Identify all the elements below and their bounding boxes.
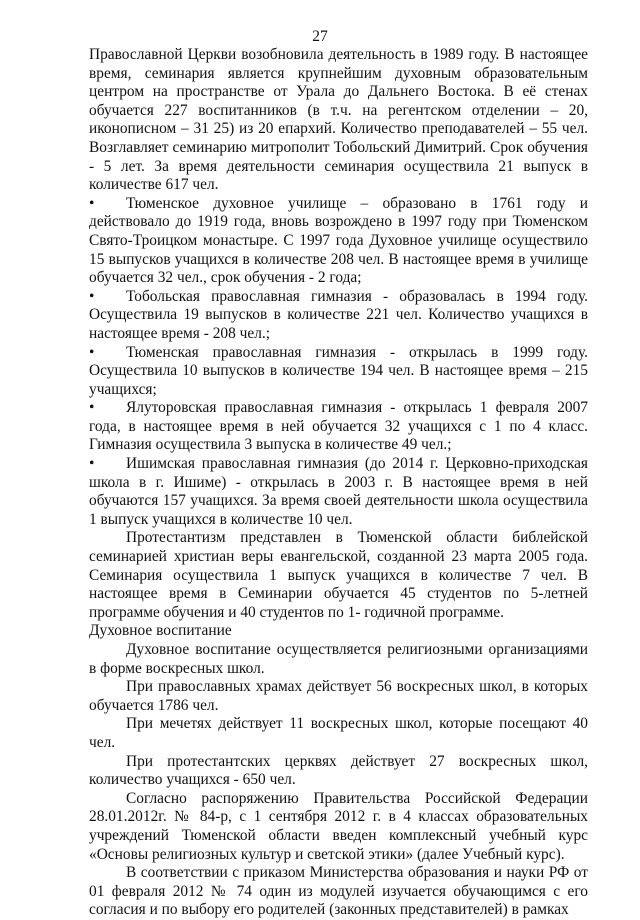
bullet-icon: • bbox=[89, 455, 95, 473]
paragraph-ministry-order: В соответствии с приказом Министерства образования и науки РФ от 01 февраля 2012 № 74 один из модулей изучается обучающимся с его согласия и по выбору его родителей (законных представителей) в рамках bbox=[89, 864, 588, 919]
paragraph-mosque-schools: При мечетях действует 11 воскресных школ, которые посещают 40 чел. bbox=[89, 715, 588, 751]
list-item-text: Ялуторовская православная гимназия - открылась 1 февраля 2007 года, в настоящее время в ней обучается 32 учащихся с 1 по 4 класс. Гимназия осуществила 3 выпуска в количестве 49 чел.; bbox=[89, 399, 588, 454]
paragraph-government-order: Согласно распоряжению Правительства Российской Федерации 28.01.2012г. № 84-р, с 1 сентября 2012 г. в 4 классах образовательных учреждений Тюменской области введен комплексный учебный курс «Основы религиозных культур и светской этики» (далее Учебный курс). bbox=[89, 789, 588, 863]
paragraph-orthodox-schools: При православных храмах действует 56 воскресных школ, в которых обучается 1786 чел. bbox=[89, 678, 588, 714]
list-item-text: Тобольская православная гимназия - образовалась в 1994 году. Осуществила 19 выпусков в количестве 221 чел. Количество учащихся в настоящее время - 208 чел.; bbox=[89, 287, 588, 342]
list-item-ishim-gymnasium bbox=[89, 455, 588, 529]
bullet-icon: • bbox=[89, 287, 95, 305]
paragraph-protestantism: Протестантизм представлен в Тюменской области библейской семинарией христиан веры евангельской, созданной 23 марта 2005 года. Семинария осуществила 1 выпуск учащихся в количестве 7 чел. В настоящее время в Семинарии обучается 45 студентов по 5-летней программе обучения и 40 студентов по 1- годичной программе. bbox=[89, 529, 588, 621]
page-number: 27 bbox=[312, 28, 328, 45]
list-item-text: Тюменское духовное училище – образовано в 1761 году и действовало до 1919 года, вновь возрождено в 1997 году при Тюменском Свято-Троицком монастыре. С 1997 года Духовное училище осуществило 15 выпусков учащихся в количестве 208 чел. В настоящее время в училище обучается 32 чел., срок обучения - 2 года; bbox=[89, 194, 588, 287]
list-item-text: Ишимская православная гимназия (до 2014 г. Церковно-приходская школа в г. Ишиме) - открылась в 2003 г. В настоящее время в ней обучаются 157 учащихся. За время своей деятельности школа осуществила 1 выпуск учащихся в количестве 10 чел. bbox=[89, 455, 588, 528]
list-item-tobolsk-gymnasium bbox=[89, 288, 588, 344]
paragraph-seminary: Православной Церкви возобновила деятельность в 1989 году. В настоящее время, семинария является крупнейшим духовным образовательным центром на пространстве от Урала до Дальнего Востока. В её стенах обучается 227 воспитанников (в т.ч. на регентском отделении – 20, иконописном – 31 25) из 20 епархий. Количество преподавателей – 55 чел. Возглавляет семинарию митрополит Тобольский Димитрий. Срок обучения - 5 лет. За время деятельности семинария осуществила 21 выпуск в количестве 617 чел. bbox=[89, 46, 588, 194]
paragraph-protestant-schools: При протестантских церквях действует 27 воскресных школ, количество учащихся - 650 чел. bbox=[89, 752, 588, 789]
list-item-tyumen-spiritual-school bbox=[89, 195, 588, 288]
section-heading-spiritual-education: Духовное воспитание bbox=[89, 622, 232, 640]
bullet-icon: • bbox=[89, 194, 95, 212]
list-item-text: Тюменская православная гимназия - открылась в 1999 году. Осуществила 10 выпусков в количестве 194 чел. В настоящее время – 215 учащихся; bbox=[89, 343, 588, 398]
bullet-icon: • bbox=[89, 399, 95, 417]
list-item-yalutorovsk-gymnasium bbox=[89, 399, 588, 455]
document-body bbox=[89, 46, 588, 920]
list-item-tyumen-gymnasium bbox=[89, 344, 588, 400]
paragraph-sunday-schools: Духовное воспитание осуществляется религиозными организациями в форме воскресных школ. bbox=[89, 641, 588, 677]
bullet-icon: • bbox=[89, 343, 95, 361]
